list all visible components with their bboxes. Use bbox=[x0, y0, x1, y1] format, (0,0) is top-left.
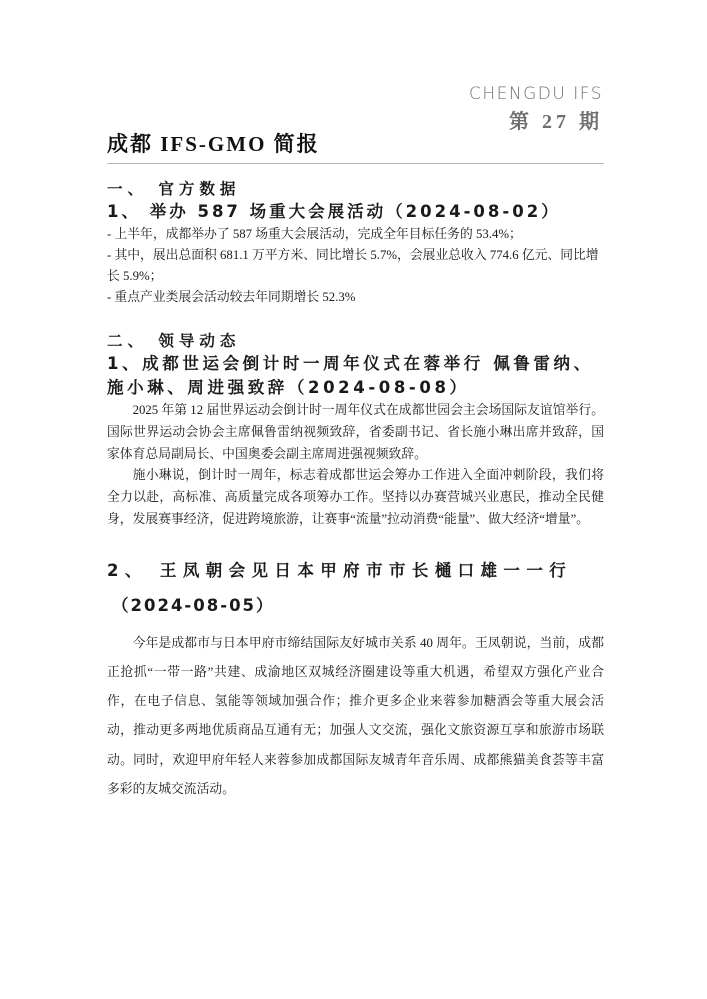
document-title: 成都 IFS-GMO 简报 bbox=[107, 132, 320, 156]
spacer bbox=[107, 531, 604, 553]
article-title-text: 2、 王凤朝会见日本甲府市市长樋口雄一一行 bbox=[107, 560, 573, 580]
article-title: 1、成都世运会倒计时一周年仪式在蓉举行 佩鲁雷纳、 施小琳、周进强致辞（2024-08-08） bbox=[107, 354, 594, 397]
article-date: （2024-08-05） bbox=[112, 595, 275, 615]
article-paragraph: 今年是成都市与日本甲府市缔结国际友好城市关系 40 周年。王凤朝说，当前，成都正抢抓“一带一路”共建、成渝地区双城经济圈建设等重大机遇，希望双方强化产业合作，在电子信息、氢能等领域加强合作；推介更多企业来蓉参加糖酒会等重大展会活动，推动更多两地优质商品互通有无；加强人文交流，强化文旅资源互享和旅游市场联动。同时，欢迎甲府年轻人来蓉参加成都国际友城青年音乐周、成都熊猫美食荟等丰富多彩的友城交流活动。 bbox=[107, 635, 604, 796]
article-paragraph: 施小琳说，倒计时一周年，标志着成都世运会筹办工作进入全面冲刺阶段，我们将全力以赴，高标准、高质量完成各项筹办工作。坚持以办赛营城兴业惠民，推动全民健身，发展赛事经济，促进跨境旅游，让赛事“流量”拉动消费“能量”、做大经济“增量”。 bbox=[107, 468, 604, 526]
section-title-official-data: 一、 官方数据 bbox=[107, 180, 241, 198]
document-body bbox=[107, 172, 604, 804]
article-paragraph: 2025 年第 12 届世界运动会倒计时一周年仪式在成都世园会主会场国际友谊馆举行。国际世界运动会协会主席佩鲁雷纳视频致辞，省委副书记、省长施小琳出席并致辞，国家体育总局副局长、中国奥委会副主席周进强视频致辞。 bbox=[107, 403, 604, 461]
issue-number: 第 27 期 bbox=[509, 111, 603, 133]
bullet-item: - 重点产业类展会活动较去年同期增长 52.3% bbox=[107, 290, 356, 304]
brand-name: CHENGDU IFS bbox=[468, 84, 603, 104]
article-title bbox=[107, 553, 604, 623]
bullet-item: - 上半年，成都举办了 587 场重大会展活动，完成全年目标任务的 53.4%； bbox=[107, 227, 522, 241]
title-divider bbox=[107, 163, 604, 164]
bullet-item: - 其中，展出总面积 681.1 万平方米、同比增长 5.7%，会展业总收入 774.6 亿元、同比增长 5.9%； bbox=[107, 248, 599, 283]
section-title-leadership-news: 二、 领导动态 bbox=[107, 332, 241, 350]
article-title: 1、 举办 587 场重大会展活动（2024-08-02） bbox=[107, 202, 561, 221]
spacer bbox=[107, 308, 604, 324]
